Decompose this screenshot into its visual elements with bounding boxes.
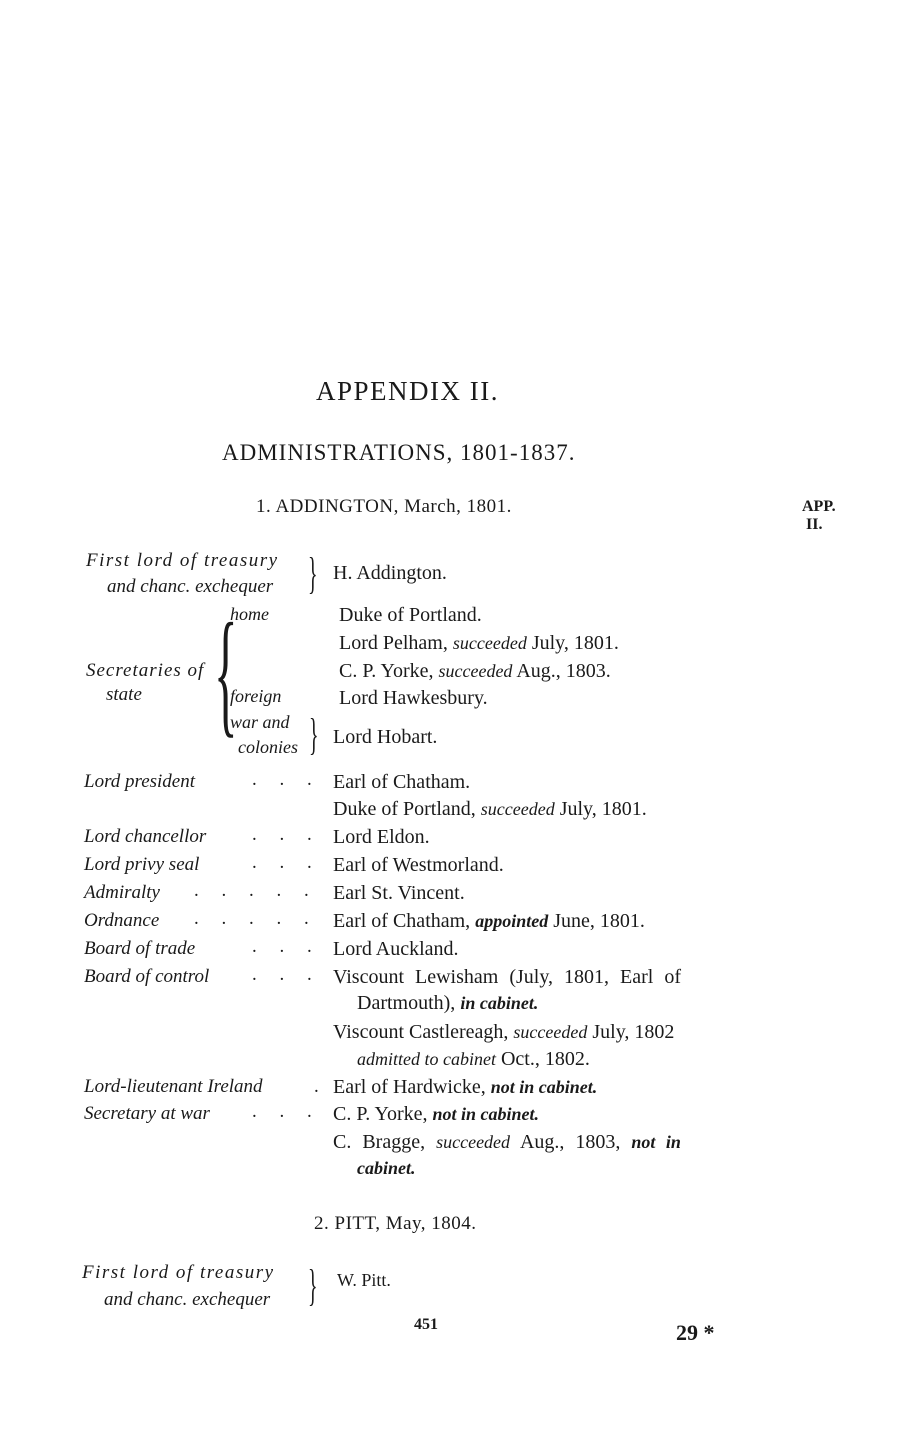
ordnance-c: June, 1801. bbox=[548, 910, 645, 932]
administrations-title: ADMINISTRATIONS, 1801-1837. bbox=[222, 440, 576, 465]
sec-home-3-c: Aug., 1803. bbox=[512, 660, 611, 682]
president-dots: . . . bbox=[252, 769, 321, 790]
trade-dots: . . . bbox=[252, 936, 321, 957]
war-2a-a: C. Bragge, bbox=[333, 1131, 437, 1153]
chancellor-dots: . . . bbox=[252, 824, 321, 845]
sec-home-2-b: succeeded bbox=[452, 633, 527, 653]
control-label: Board of control bbox=[84, 966, 210, 987]
war-2a-d: not in bbox=[631, 1132, 681, 1152]
appendix-title: APPENDIX II. bbox=[316, 376, 499, 406]
control-2b-a: admitted to cabinet bbox=[357, 1049, 496, 1069]
control-value-2a bbox=[333, 1021, 674, 1044]
control-1b-b: in cabinet. bbox=[460, 993, 539, 1013]
war-1-a: C. P. Yorke, bbox=[333, 1103, 433, 1125]
war-2a-b: succeeded bbox=[436, 1132, 511, 1152]
privy-dots: . . . bbox=[252, 852, 321, 873]
sec-war-label-line1: war and bbox=[230, 712, 290, 732]
president-2-b: succeeded bbox=[480, 799, 555, 819]
secretaries-label-line1: Secretaries of bbox=[86, 660, 205, 681]
control-dots: . . . bbox=[252, 964, 321, 985]
control-value-2b bbox=[357, 1048, 590, 1071]
ireland-value bbox=[333, 1076, 597, 1099]
trade-label: Board of trade bbox=[84, 938, 196, 959]
president-label: Lord president bbox=[84, 771, 196, 792]
ireland-a: Earl of Hardwicke, bbox=[333, 1076, 491, 1098]
ordnance-b: appointed bbox=[475, 911, 549, 931]
sec-home-3-a: C. P. Yorke, bbox=[339, 660, 439, 682]
first-lord-label-line1: First lord of treasury bbox=[86, 550, 279, 571]
brace-secretaries-left: { bbox=[214, 595, 238, 750]
president-value-2 bbox=[333, 798, 647, 821]
ireland-b: not in cabinet. bbox=[490, 1077, 598, 1097]
sec-home-1: Duke of Portland. bbox=[339, 604, 482, 626]
privy-value: Earl of Westmorland. bbox=[333, 854, 504, 876]
ordnance-label: Ordnance bbox=[84, 910, 160, 931]
sec-home-2-a: Lord Pelham, bbox=[339, 632, 453, 654]
sec-home-3-b: succeeded bbox=[438, 661, 513, 681]
control-2a-b: succeeded bbox=[513, 1022, 588, 1042]
first-lord-value: H. Addington. bbox=[333, 562, 447, 584]
ireland-dot: . bbox=[314, 1076, 319, 1097]
sec-home-2-c: July, 1801. bbox=[526, 632, 619, 654]
sec-home-2 bbox=[339, 632, 619, 655]
admiralty-label: Admiralty bbox=[84, 882, 160, 903]
control-1b-a: Dartmouth), bbox=[357, 992, 461, 1014]
admiralty-value: Earl St. Vincent. bbox=[333, 882, 465, 904]
sec-war-label-line2: colonies bbox=[238, 737, 298, 757]
war-value-2a bbox=[333, 1131, 681, 1154]
ordnance-dots: . . . . . bbox=[194, 908, 318, 929]
sec-war-value: Lord Hobart. bbox=[333, 726, 438, 748]
war-dots: . . . bbox=[252, 1101, 321, 1122]
brace-pitt-first-lord: } bbox=[308, 1261, 318, 1310]
war-2a-c: Aug., 1803, bbox=[510, 1131, 632, 1153]
sec-home-label: home bbox=[230, 604, 269, 624]
war-value-1 bbox=[333, 1103, 539, 1126]
president-2-c: July, 1801. bbox=[554, 798, 647, 820]
section-title-addington: 1. ADDINGTON, March, 1801. bbox=[256, 496, 512, 517]
page-number: 451 bbox=[414, 1316, 438, 1333]
brace-war-colonies: } bbox=[309, 710, 319, 759]
president-2-a: Duke of Portland, bbox=[333, 798, 481, 820]
ordnance-a: Earl of Chatham, bbox=[333, 910, 476, 932]
control-value-1b bbox=[357, 992, 538, 1015]
chancellor-label: Lord chancellor bbox=[84, 826, 207, 847]
sec-foreign-value: Lord Hawkesbury. bbox=[339, 687, 488, 709]
brace-first-lord: } bbox=[308, 549, 318, 598]
sec-home-3 bbox=[339, 660, 611, 683]
section-title-pitt: 2. PITT, May, 1804. bbox=[314, 1213, 477, 1234]
first-lord-label-line2: and chanc. exchequer bbox=[107, 576, 274, 597]
admiralty-dots: . . . . . bbox=[194, 880, 318, 901]
sec-foreign-label: foreign bbox=[230, 686, 282, 706]
control-2a-a: Viscount Castlereagh, bbox=[333, 1021, 514, 1043]
president-value-1: Earl of Chatham. bbox=[333, 771, 471, 793]
war-value-2b: cabinet. bbox=[357, 1158, 416, 1178]
margin-note-app: APP. bbox=[802, 498, 836, 515]
secretaries-label-line2: state bbox=[106, 684, 142, 705]
privy-label: Lord privy seal bbox=[84, 854, 200, 875]
trade-value: Lord Auckland. bbox=[333, 938, 459, 960]
ordnance-value bbox=[333, 910, 645, 933]
control-value-1a: Viscount Lewisham (July, 1801, Earl of bbox=[333, 966, 681, 988]
chancellor-value: Lord Eldon. bbox=[333, 826, 430, 848]
pitt-first-lord-value: W. Pitt. bbox=[337, 1270, 391, 1290]
war-1-b: not in cabinet. bbox=[432, 1104, 539, 1124]
pitt-first-lord-label-line2: and chanc. exchequer bbox=[104, 1289, 271, 1310]
ireland-label: Lord-lieutenant Ireland bbox=[84, 1076, 263, 1097]
pitt-first-lord-label-line1: First lord of treasury bbox=[82, 1262, 275, 1283]
control-2a-c: July, 1802 bbox=[587, 1021, 675, 1043]
margin-note-number: II. bbox=[806, 516, 823, 533]
control-2b-b: Oct., 1802. bbox=[495, 1048, 590, 1070]
signature-mark: 29 * bbox=[676, 1320, 715, 1345]
war-label: Secretary at war bbox=[84, 1103, 210, 1124]
